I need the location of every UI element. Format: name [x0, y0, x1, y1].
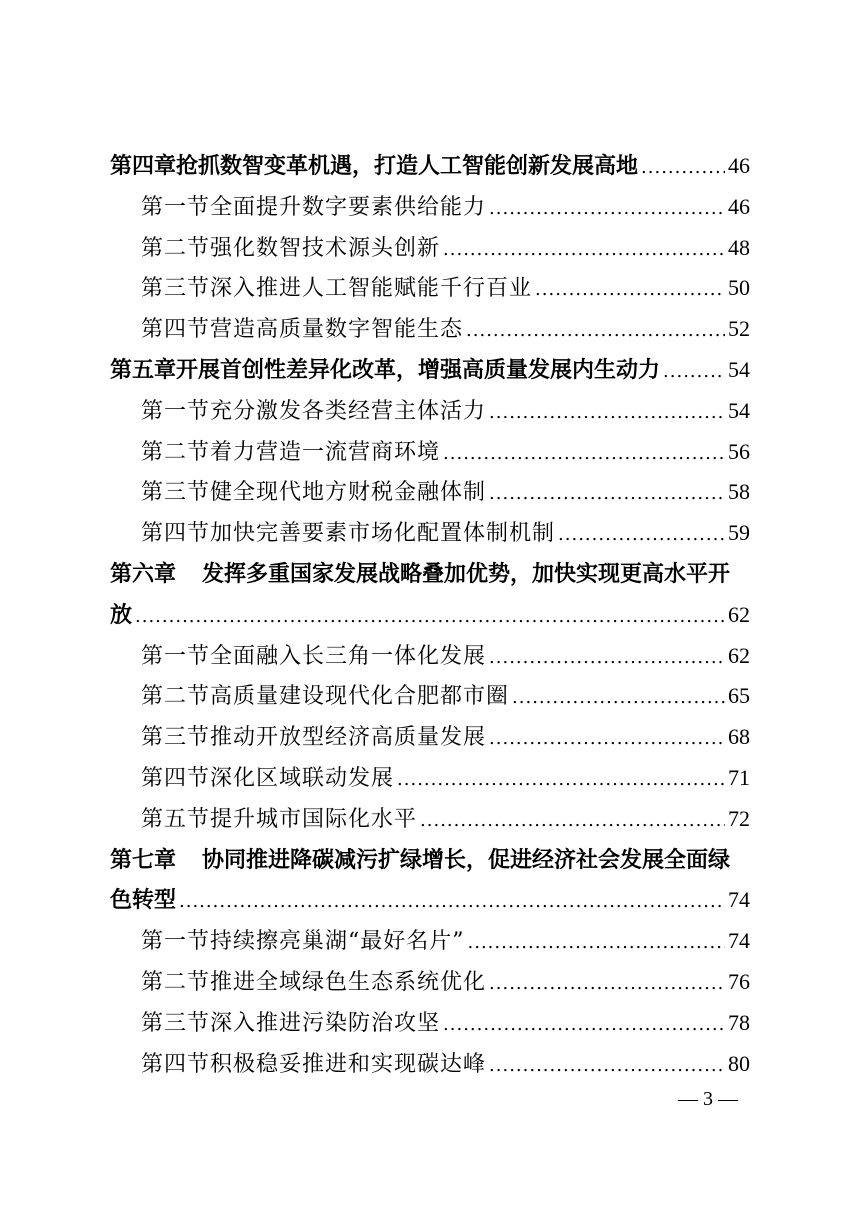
- toc-entry-label: 第三节: [141, 480, 211, 506]
- toc-section-entry[interactable]: [0, 268, 860, 309]
- toc-entry-page: 74: [728, 887, 750, 913]
- toc-entry-row: [141, 758, 750, 801]
- toc-entry-page: 46: [728, 193, 750, 219]
- toc-entry-title: 深入推进人工智能赋能千行百业: [210, 276, 533, 302]
- toc-entry-page: 74: [728, 928, 750, 954]
- dot-leader: [663, 352, 725, 393]
- toc-entry-label: 第四章: [110, 153, 177, 179]
- toc-entry-page: 59: [728, 520, 750, 546]
- dot-leader: [397, 760, 725, 801]
- toc-entry-row: [110, 595, 750, 638]
- toc-entry-title: 营造高质量数字智能生态: [210, 317, 464, 343]
- toc-entry-label: 第六章: [110, 560, 177, 587]
- toc-entry-title: 提升城市国际化水平: [210, 806, 418, 832]
- dot-leader: [558, 515, 725, 556]
- toc-entry-label: 第三节: [141, 1010, 211, 1036]
- toc-chapter-entry[interactable]: [0, 840, 860, 881]
- dot-leader: [443, 434, 725, 475]
- toc-section-entry[interactable]: [0, 636, 860, 677]
- toc-entry-title: 持续擦亮巢湖“最好名片”: [210, 929, 465, 955]
- dot-leader: [489, 964, 725, 1005]
- toc-section-entry[interactable]: [0, 187, 860, 228]
- toc-entry-page: 62: [728, 601, 750, 627]
- toc-section-entry[interactable]: [0, 1003, 860, 1044]
- toc-entry-row: [141, 1003, 750, 1046]
- toc-section-entry[interactable]: [0, 391, 860, 432]
- toc-entry-row: [141, 636, 750, 679]
- toc-entry-label: 第二节: [141, 439, 211, 465]
- toc-entry-label: 第二节: [141, 235, 211, 261]
- toc-chapter-entry[interactable]: [0, 350, 860, 391]
- dot-leader: [420, 801, 725, 842]
- toc-entry-title: 推动开放型经济高质量发展: [210, 725, 487, 751]
- dot-leader: [489, 189, 725, 230]
- toc-entry-title: 放: [110, 602, 133, 628]
- toc-entry-page: 56: [728, 438, 750, 464]
- toc-entry-page: 46: [728, 153, 750, 178]
- toc-entry-label: 第七章: [110, 846, 177, 873]
- toc-entry-label: 第五节: [141, 806, 211, 832]
- toc-entry-page: 54: [728, 356, 750, 382]
- page-footer: [0, 1088, 860, 1111]
- toc-entry-row: [141, 962, 750, 1005]
- toc-entry-title: 抢抓数智变革机遇，打造人工智能创新发展高地: [176, 154, 639, 179]
- dot-leader: [443, 230, 725, 271]
- toc-section-entry[interactable]: [0, 962, 860, 1003]
- toc-entry-label: 第三节: [141, 276, 211, 302]
- toc-entry-title: 色转型: [110, 888, 177, 914]
- toc-entry-row: [110, 840, 750, 882]
- toc-entry-page: 54: [728, 397, 750, 423]
- toc-entry-title: 积极稳妥推进和实现碳达峰: [210, 1051, 487, 1077]
- toc-entry-label: 第一节: [141, 643, 211, 669]
- toc-entry-row: [141, 1044, 750, 1087]
- toc-section-entry[interactable]: [0, 921, 860, 962]
- toc-entry-title: 推进全域绿色生态系统优化: [210, 969, 487, 995]
- toc-entry-title: 全面融入长三角一体化发展: [210, 643, 487, 669]
- toc-entry-label: 第四节: [141, 765, 211, 791]
- toc-entry-title: 着力营造一流营商环境: [210, 439, 441, 465]
- toc-entry-title: 协同推进降碳减污扩绿增长，促进经济社会发展全面绿: [202, 847, 731, 873]
- toc-entry-row: [141, 432, 750, 475]
- toc-entry-label: 第四节: [141, 317, 211, 343]
- dot-leader: [443, 1005, 725, 1046]
- toc-entry-page: 76: [728, 968, 750, 994]
- toc-entry-label: 第五章: [110, 356, 177, 383]
- toc-entry-title: 健全现代地方财税金融体制: [210, 480, 487, 506]
- toc-section-entry[interactable]: [0, 228, 860, 269]
- toc-entry-row: [141, 717, 750, 760]
- toc-section-entry[interactable]: [0, 513, 860, 554]
- toc-entry-row: [141, 513, 750, 556]
- toc-entry-label: 第一节: [141, 398, 211, 424]
- dot-leader: [489, 638, 725, 679]
- table-of-contents: [0, 146, 860, 1084]
- toc-entry-label: 第一节: [141, 929, 211, 955]
- toc-entry-row: [141, 268, 750, 311]
- toc-entry-page: 50: [728, 275, 750, 301]
- toc-section-entry[interactable]: [0, 432, 860, 473]
- toc-entry-label: 第二节: [141, 684, 211, 710]
- toc-entry-page: 48: [728, 234, 750, 260]
- toc-entry-page: 68: [728, 724, 750, 750]
- toc-section-entry[interactable]: [0, 676, 860, 717]
- toc-chapter-entry[interactable]: [0, 880, 860, 921]
- toc-entry-row: [110, 880, 750, 923]
- toc-section-entry[interactable]: [0, 758, 860, 799]
- toc-entry-title: 加快完善要素市场化配置体制机制: [210, 521, 556, 547]
- dot-leader: [468, 923, 725, 964]
- toc-entry-row: [141, 676, 750, 719]
- toc-entry-row: [110, 554, 750, 596]
- dot-leader: [641, 148, 725, 189]
- toc-entry-title: 高质量建设现代化合肥都市圈: [210, 684, 510, 710]
- toc-entry-row: [141, 391, 750, 434]
- toc-entry-label: 第一节: [141, 194, 211, 220]
- dot-leader: [535, 270, 725, 311]
- toc-entry-title: 充分激发各类经营主体活力: [210, 398, 487, 424]
- toc-entry-row: [110, 350, 750, 393]
- toc-entry-page: 52: [728, 316, 750, 342]
- dot-leader: [179, 882, 725, 923]
- toc-entry-row: [141, 799, 750, 842]
- toc-entry-page: 80: [728, 1050, 750, 1076]
- toc-section-entry[interactable]: [0, 1044, 860, 1085]
- toc-entry-page: 58: [728, 479, 750, 505]
- toc-entry-page: 72: [728, 805, 750, 831]
- toc-section-entry[interactable]: [0, 717, 860, 758]
- toc-chapter-entry[interactable]: [0, 146, 860, 187]
- toc-entry-row: [141, 187, 750, 230]
- toc-entry-page: 71: [728, 764, 750, 790]
- dot-leader: [489, 474, 725, 515]
- dot-leader: [489, 393, 725, 434]
- dot-leader: [512, 678, 725, 719]
- toc-entry-label: 第四节: [141, 521, 211, 547]
- toc-chapter-entry[interactable]: [0, 595, 860, 636]
- toc-section-entry[interactable]: [0, 799, 860, 840]
- toc-section-entry[interactable]: [0, 472, 860, 513]
- toc-chapter-entry[interactable]: [0, 554, 860, 595]
- toc-entry-title: 发挥多重国家发展战略叠加优势，加快实现更高水平开: [202, 561, 731, 587]
- toc-entry-label: 第二节: [141, 969, 211, 995]
- toc-entry-label: 第四节: [141, 1051, 211, 1077]
- toc-entry-row: [141, 309, 750, 352]
- toc-section-entry[interactable]: [0, 309, 860, 350]
- toc-entry-row: [110, 146, 750, 189]
- toc-entry-row: [141, 228, 750, 271]
- page-number: — 3 —: [678, 1088, 738, 1110]
- toc-entry-page: 65: [728, 683, 750, 709]
- dot-leader: [466, 311, 725, 352]
- toc-entry-title: 深入推进污染防治攻坚: [210, 1010, 441, 1036]
- dot-leader: [135, 597, 725, 638]
- dot-leader: [489, 719, 725, 760]
- toc-entry-row: [141, 921, 750, 964]
- dot-leader: [489, 1046, 725, 1087]
- toc-entry-page: 62: [728, 642, 750, 668]
- toc-entry-page: 78: [728, 1009, 750, 1035]
- toc-entry-title: 开展首创性差异化改革，增强高质量发展内生动力: [176, 357, 661, 383]
- toc-entry-title: 深化区域联动发展: [210, 765, 395, 791]
- toc-entry-title: 全面提升数字要素供给能力: [210, 194, 487, 220]
- toc-entry-label: 第三节: [141, 725, 211, 751]
- toc-entry-row: [141, 472, 750, 515]
- toc-entry-title: 强化数智技术源头创新: [210, 235, 441, 261]
